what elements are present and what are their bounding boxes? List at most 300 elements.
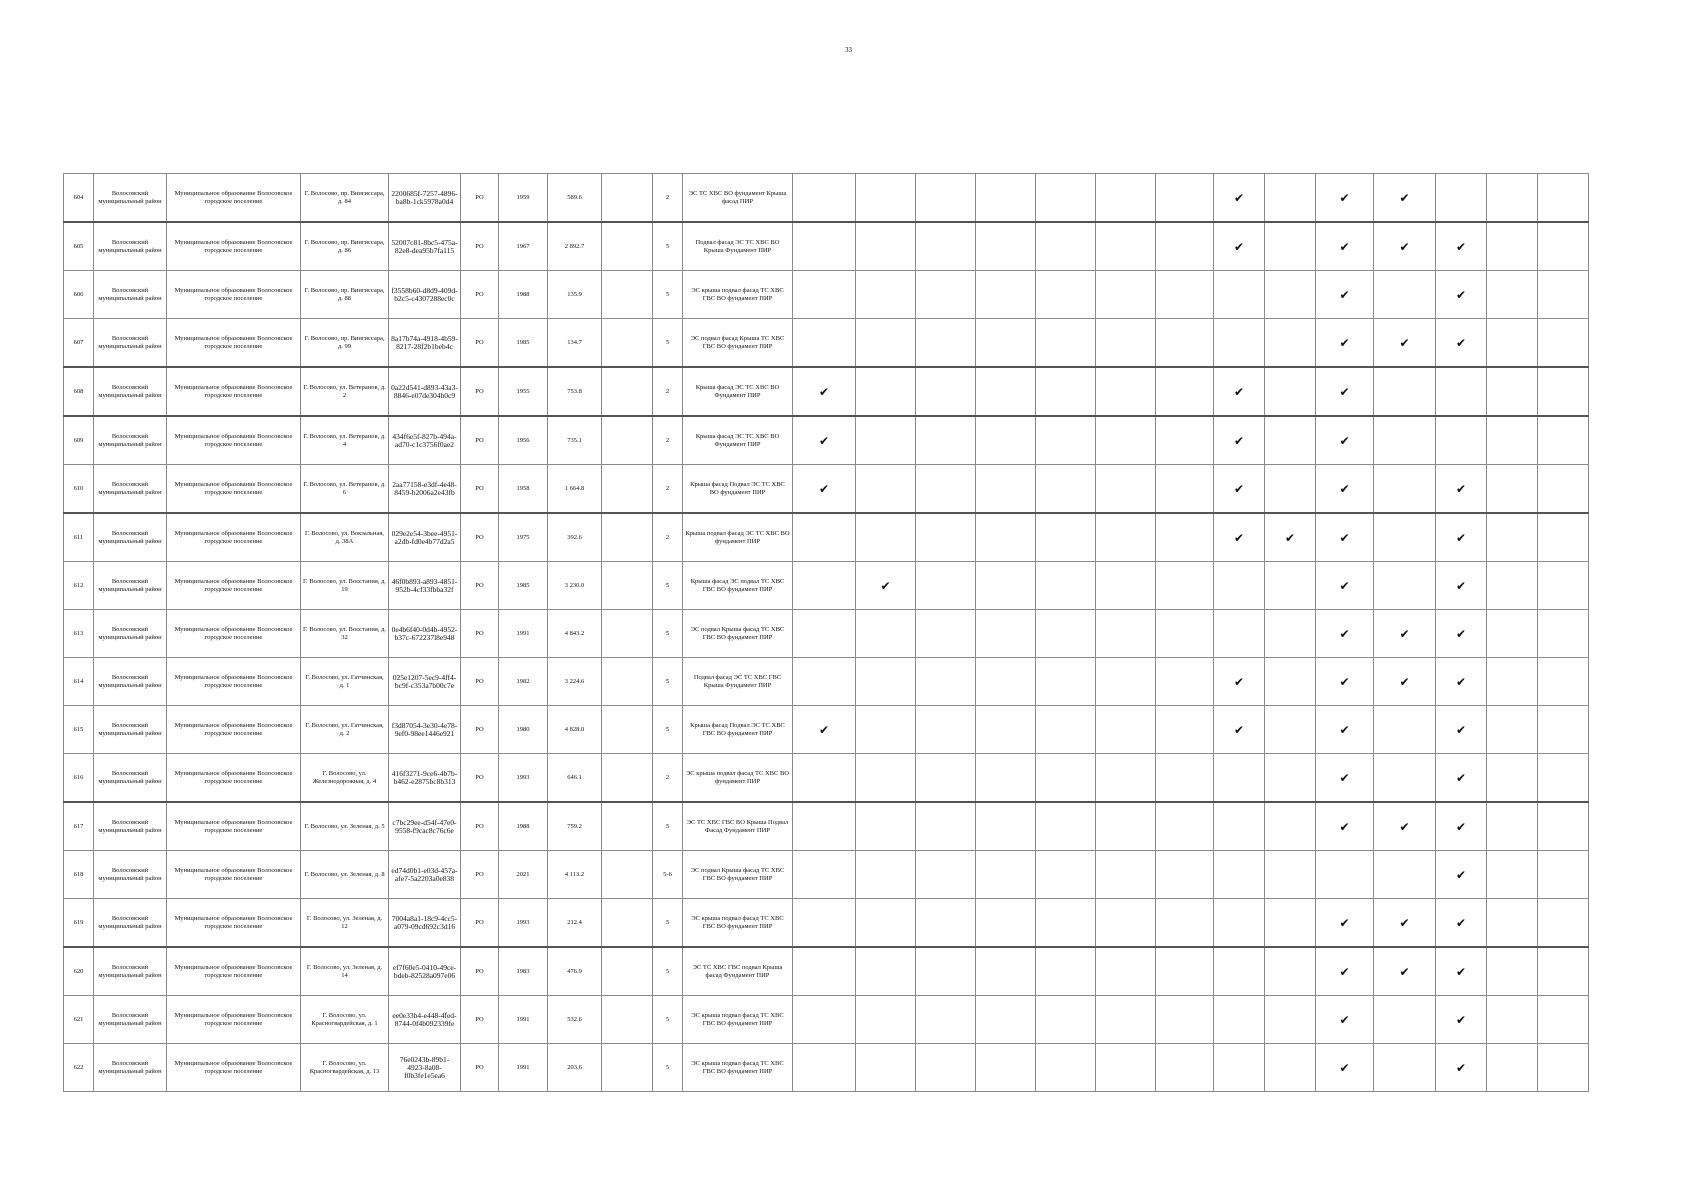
work-cell [976, 222, 1036, 271]
blank-cell [602, 610, 653, 658]
type-cell: РО [461, 802, 499, 851]
work-cell [916, 802, 976, 851]
work-cell [1538, 174, 1589, 223]
works-cell: ЭС подвал Крыша фасад ТС ХВС ГВС ВО фундамент ПИР [683, 610, 793, 658]
work-cell [1214, 610, 1265, 658]
work-cell [856, 222, 916, 271]
work-cell [1374, 754, 1436, 803]
work-cell [1156, 367, 1214, 416]
check-mark-icon: ✔ [793, 416, 856, 465]
building-id-cell: 2200685f-7257-4896-ba8b-1ck5978a0d4 [389, 174, 461, 223]
work-cell [1487, 1044, 1538, 1092]
work-cell [1096, 996, 1156, 1044]
work-cell [1214, 562, 1265, 610]
type-cell: РО [461, 851, 499, 899]
work-cell [1036, 174, 1096, 223]
work-cell [1096, 367, 1156, 416]
housing-register-table [63, 173, 1589, 1092]
blank-cell [602, 802, 653, 851]
area-cell: 532.6 [548, 996, 602, 1044]
floors-cell: 2 [653, 174, 683, 223]
work-cell [1156, 851, 1214, 899]
work-cell [1265, 222, 1316, 271]
work-cell [916, 851, 976, 899]
year-cell: 1980 [499, 706, 548, 754]
work-cell [1538, 947, 1589, 996]
work-cell [1265, 706, 1316, 754]
municipality-cell: Муниципальное образование Волосовское городское поселение [167, 416, 301, 465]
work-cell [1036, 222, 1096, 271]
year-cell: 1982 [499, 658, 548, 706]
area-cell: 735.1 [548, 416, 602, 465]
year-cell: 1983 [499, 947, 548, 996]
work-cell [1265, 562, 1316, 610]
work-cell [1156, 222, 1214, 271]
floors-cell: 2 [653, 754, 683, 803]
work-cell [793, 319, 856, 368]
municipality-cell: Муниципальное образование Волосовское городское поселение [167, 610, 301, 658]
works-cell: Крыша подвал фасад ЭС ТС ХВС ВО фундамент ПИР [683, 513, 793, 562]
work-cell [976, 754, 1036, 803]
building-id-cell: 0e4b6f40-0d4b-4952-b37c-672237l8e948 [389, 610, 461, 658]
work-cell [1487, 416, 1538, 465]
type-cell: РО [461, 416, 499, 465]
check-mark-icon: ✔ [856, 562, 916, 610]
work-cell [976, 562, 1036, 610]
work-cell [1214, 996, 1265, 1044]
work-cell [856, 610, 916, 658]
work-cell [1487, 513, 1538, 562]
work-cell [1265, 947, 1316, 996]
work-cell [976, 465, 1036, 514]
floors-cell: 5 [653, 319, 683, 368]
row-number: 609 [64, 416, 94, 465]
table-row [64, 947, 1589, 996]
floors-cell: 2 [653, 465, 683, 514]
work-cell [1374, 851, 1436, 899]
work-cell [1538, 658, 1589, 706]
work-cell [916, 947, 976, 996]
work-cell [976, 1044, 1036, 1092]
municipality-cell: Муниципальное образование Волосовское городское поселение [167, 851, 301, 899]
work-cell [1487, 367, 1538, 416]
work-cell [1538, 562, 1589, 610]
row-number: 614 [64, 658, 94, 706]
area-cell: 4 113.2 [548, 851, 602, 899]
year-cell: 1993 [499, 899, 548, 948]
building-id-cell: 029e2e54-3bee-4951-a2db-fd0e4b77d2a5 [389, 513, 461, 562]
work-cell [916, 1044, 976, 1092]
work-cell [1374, 416, 1436, 465]
check-mark-icon: ✔ [1436, 562, 1487, 610]
work-cell [976, 899, 1036, 948]
building-id-cell: 8a17b74a-4918-4b59-8217-28f2b1beb4c [389, 319, 461, 368]
municipality-cell: Муниципальное образование Волосовское городское поселение [167, 562, 301, 610]
work-cell [856, 658, 916, 706]
work-cell [1265, 271, 1316, 319]
address-cell: Г. Волосово, пр. Вингиссара, д. 88 [301, 271, 389, 319]
blank-cell [602, 222, 653, 271]
municipality-cell: Муниципальное образование Волосовское городское поселение [167, 319, 301, 368]
works-cell: Крыша фасад ЭС ТС ХВС ВО Фундамент ПИР [683, 416, 793, 465]
work-cell [1036, 562, 1096, 610]
work-cell [1096, 319, 1156, 368]
floors-cell: 5 [653, 562, 683, 610]
work-cell [1156, 802, 1214, 851]
check-mark-icon: ✔ [1436, 947, 1487, 996]
work-cell [1096, 947, 1156, 996]
work-cell [976, 319, 1036, 368]
check-mark-icon: ✔ [1214, 174, 1265, 223]
work-cell [1374, 465, 1436, 514]
work-cell [856, 996, 916, 1044]
work-cell [976, 610, 1036, 658]
work-cell [1096, 851, 1156, 899]
work-cell [1036, 947, 1096, 996]
works-cell: Подвал фасад ЭС ТС ХВС ГВС Крыша Фундамент ПИР [683, 658, 793, 706]
area-cell: 4 843.2 [548, 610, 602, 658]
check-mark-icon: ✔ [1316, 562, 1374, 610]
work-cell [1538, 319, 1589, 368]
municipality-cell: Муниципальное образование Волосовское городское поселение [167, 1044, 301, 1092]
check-mark-icon: ✔ [1436, 513, 1487, 562]
table-row [64, 465, 1589, 514]
check-mark-icon: ✔ [1316, 319, 1374, 368]
work-cell [1036, 367, 1096, 416]
check-mark-icon: ✔ [1214, 658, 1265, 706]
work-cell [1156, 899, 1214, 948]
blank-cell [602, 465, 653, 514]
blank-cell [602, 174, 653, 223]
work-cell [793, 754, 856, 803]
address-cell: Г. Волосово, ул. Ветеранов, д. 6 [301, 465, 389, 514]
floors-cell: 5 [653, 222, 683, 271]
work-cell [916, 754, 976, 803]
work-cell [1096, 174, 1156, 223]
work-cell [976, 996, 1036, 1044]
work-cell [1214, 1044, 1265, 1092]
type-cell: РО [461, 706, 499, 754]
area-cell: 759.2 [548, 802, 602, 851]
work-cell [916, 562, 976, 610]
address-cell: Г. Волосово, ул. Зеленая, д. 12 [301, 899, 389, 948]
row-number: 616 [64, 754, 94, 803]
work-cell [916, 610, 976, 658]
municipality-cell: Муниципальное образование Волосовское городское поселение [167, 222, 301, 271]
address-cell: Г. Волосово, ул. Восстания, д. 19 [301, 562, 389, 610]
check-mark-icon: ✔ [1374, 899, 1436, 948]
work-cell [916, 513, 976, 562]
work-cell [793, 610, 856, 658]
district-cell: Волосовский муниципальный район [94, 562, 167, 610]
year-cell: 1967 [499, 222, 548, 271]
works-cell: Крыша фасад ЭС ТС ХВС ВО Фундамент ПИР [683, 367, 793, 416]
blank-cell [602, 947, 653, 996]
work-cell [1436, 367, 1487, 416]
year-cell: 2021 [499, 851, 548, 899]
works-cell: ЭС крыша подвал фасад ТС ХВС ГВС ВО фундамент ПИР [683, 271, 793, 319]
table-row [64, 416, 1589, 465]
building-id-cell: 76e0243b-89b1-4923-8a08-f0b3fe1e5ea6 [389, 1044, 461, 1092]
work-cell [1096, 465, 1156, 514]
building-id-cell: f3558b60-d8d9-409d-b2c5-c4307288ec0c [389, 271, 461, 319]
area-cell: 4 828.0 [548, 706, 602, 754]
work-cell [1096, 271, 1156, 319]
work-cell [1374, 996, 1436, 1044]
work-cell [1036, 319, 1096, 368]
works-cell: ЭС подвал фасад Крыша ТС ХВС ГВС ВО фундамент ПИР [683, 319, 793, 368]
type-cell: РО [461, 271, 499, 319]
table-row [64, 610, 1589, 658]
floors-cell: 5 [653, 706, 683, 754]
work-cell [793, 562, 856, 610]
work-cell [1096, 899, 1156, 948]
check-mark-icon: ✔ [1436, 802, 1487, 851]
work-cell [1036, 465, 1096, 514]
work-cell [1096, 513, 1156, 562]
type-cell: РО [461, 465, 499, 514]
check-mark-icon: ✔ [1214, 416, 1265, 465]
area-cell: 203.6 [548, 1044, 602, 1092]
work-cell [1538, 465, 1589, 514]
table-row [64, 754, 1589, 803]
table-row [64, 851, 1589, 899]
floors-cell: 5 [653, 899, 683, 948]
address-cell: Г. Волосово, ул. Ветеранов, д. 2 [301, 367, 389, 416]
work-cell [1214, 851, 1265, 899]
district-cell: Волосовский муниципальный район [94, 1044, 167, 1092]
work-cell [1316, 851, 1374, 899]
building-id-cell: f3d87054-3e30-4e78-9ef0-98ee1446e921 [389, 706, 461, 754]
work-cell [916, 174, 976, 223]
work-cell [1538, 1044, 1589, 1092]
work-cell [856, 802, 916, 851]
work-cell [916, 899, 976, 948]
works-cell: ЭС подвал Крыша фасад ТС ХВС ГВС ВО фундамент ПИР [683, 851, 793, 899]
work-cell [1265, 802, 1316, 851]
works-cell: ЭС ТС ХВС ГВС подвал Крыша фасад Фундамент ПИР [683, 947, 793, 996]
work-cell [1265, 367, 1316, 416]
work-cell [976, 851, 1036, 899]
check-mark-icon: ✔ [1374, 174, 1436, 223]
area-cell: 1 664.8 [548, 465, 602, 514]
work-cell [793, 899, 856, 948]
work-cell [1487, 271, 1538, 319]
check-mark-icon: ✔ [1316, 513, 1374, 562]
district-cell: Волосовский муниципальный район [94, 658, 167, 706]
work-cell [1156, 1044, 1214, 1092]
check-mark-icon: ✔ [1316, 947, 1374, 996]
work-cell [1487, 610, 1538, 658]
building-id-cell: ef7f60e5-0410-49ce-bdeb-82528a097e06 [389, 947, 461, 996]
work-cell [1265, 899, 1316, 948]
floors-cell: 5 [653, 1044, 683, 1092]
check-mark-icon: ✔ [1436, 222, 1487, 271]
row-number: 606 [64, 271, 94, 319]
work-cell [1156, 754, 1214, 803]
table-row [64, 222, 1589, 271]
check-mark-icon: ✔ [1374, 610, 1436, 658]
check-mark-icon: ✔ [1214, 465, 1265, 514]
work-cell [1436, 416, 1487, 465]
district-cell: Волосовский муниципальный район [94, 851, 167, 899]
address-cell: Г. Волосово, пр. Вингиссара, д. 86 [301, 222, 389, 271]
work-cell [1036, 513, 1096, 562]
district-cell: Волосовский муниципальный район [94, 899, 167, 948]
building-id-cell: ed74d0b1-e03d-457a-afe7-5a2203a0e838 [389, 851, 461, 899]
municipality-cell: Муниципальное образование Волосовское городское поселение [167, 802, 301, 851]
check-mark-icon: ✔ [1316, 465, 1374, 514]
type-cell: РО [461, 222, 499, 271]
work-cell [916, 658, 976, 706]
work-cell [793, 658, 856, 706]
address-cell: Г. Волосово, ул. Гатчинская, д. 1 [301, 658, 389, 706]
row-number: 619 [64, 899, 94, 948]
check-mark-icon: ✔ [1436, 271, 1487, 319]
area-cell: 3 224.6 [548, 658, 602, 706]
work-cell [856, 465, 916, 514]
area-cell: 3 230.0 [548, 562, 602, 610]
area-cell: 212.4 [548, 899, 602, 948]
check-mark-icon: ✔ [1436, 465, 1487, 514]
work-cell [1096, 754, 1156, 803]
check-mark-icon: ✔ [1316, 610, 1374, 658]
work-cell [1036, 851, 1096, 899]
work-cell [1156, 562, 1214, 610]
check-mark-icon: ✔ [1436, 754, 1487, 803]
work-cell [856, 367, 916, 416]
building-id-cell: 025e1207-5ec9-4ff4-bc9f-c353a7b00c7e [389, 658, 461, 706]
work-cell [1538, 610, 1589, 658]
work-cell [976, 416, 1036, 465]
work-cell [1214, 899, 1265, 948]
work-cell [1214, 271, 1265, 319]
address-cell: Г. Волосово, ул. Вокзальная, д. 38А [301, 513, 389, 562]
work-cell [1538, 851, 1589, 899]
check-mark-icon: ✔ [1436, 706, 1487, 754]
work-cell [856, 754, 916, 803]
check-mark-icon: ✔ [1316, 802, 1374, 851]
check-mark-icon: ✔ [1316, 222, 1374, 271]
work-cell [1156, 319, 1214, 368]
works-cell: ЭС крыша подвал фасад ТС ХВС ГВС ВО фундамент ПИР [683, 899, 793, 948]
work-cell [1096, 416, 1156, 465]
building-id-cell: 52007c81-8bc5-475a-82e8-dea95b7fa115 [389, 222, 461, 271]
work-cell [1156, 706, 1214, 754]
row-number: 613 [64, 610, 94, 658]
building-id-cell: 434f6e5f-827b-494a-ad70-c1c3756f0ae2 [389, 416, 461, 465]
work-cell [1487, 174, 1538, 223]
area-cell: 392.6 [548, 513, 602, 562]
municipality-cell: Муниципальное образование Волосовское городское поселение [167, 658, 301, 706]
work-cell [976, 513, 1036, 562]
row-number: 622 [64, 1044, 94, 1092]
check-mark-icon: ✔ [1436, 899, 1487, 948]
work-cell [1374, 706, 1436, 754]
type-cell: РО [461, 658, 499, 706]
district-cell: Волосовский муниципальный район [94, 174, 167, 223]
type-cell: РО [461, 996, 499, 1044]
table-row [64, 174, 1589, 223]
year-cell: 1988 [499, 802, 548, 851]
work-cell [916, 367, 976, 416]
work-cell [1156, 513, 1214, 562]
works-cell: ЭС крыша подвал фасад ТС ХВС ГВС ВО фундамент ПИР [683, 1044, 793, 1092]
district-cell: Волосовский муниципальный район [94, 754, 167, 803]
work-cell [1487, 465, 1538, 514]
table-row [64, 562, 1589, 610]
work-cell [1156, 947, 1214, 996]
work-cell [1374, 1044, 1436, 1092]
work-cell [916, 271, 976, 319]
work-cell [1487, 996, 1538, 1044]
address-cell: Г. Волосово, ул. Зеленая, д. 8 [301, 851, 389, 899]
year-cell: 1991 [499, 610, 548, 658]
row-number: 617 [64, 802, 94, 851]
work-cell [1265, 174, 1316, 223]
work-cell [1096, 802, 1156, 851]
table-row [64, 706, 1589, 754]
work-cell [916, 996, 976, 1044]
district-cell: Волосовский муниципальный район [94, 416, 167, 465]
row-number: 615 [64, 706, 94, 754]
type-cell: РО [461, 947, 499, 996]
work-cell [793, 947, 856, 996]
work-cell [1374, 367, 1436, 416]
work-cell [1538, 802, 1589, 851]
work-cell [856, 271, 916, 319]
work-cell [1156, 658, 1214, 706]
floors-cell: 5 [653, 658, 683, 706]
check-mark-icon: ✔ [1265, 513, 1316, 562]
table-row [64, 996, 1589, 1044]
blank-cell [602, 416, 653, 465]
row-number: 608 [64, 367, 94, 416]
address-cell: Г. Волосово, ул. Зеленая, д. 14 [301, 947, 389, 996]
work-cell [1538, 899, 1589, 948]
floors-cell: 2 [653, 416, 683, 465]
blank-cell [602, 754, 653, 803]
check-mark-icon: ✔ [1436, 996, 1487, 1044]
blank-cell [602, 367, 653, 416]
work-cell [1265, 851, 1316, 899]
row-number: 620 [64, 947, 94, 996]
type-cell: РО [461, 367, 499, 416]
work-cell [916, 319, 976, 368]
type-cell: РО [461, 899, 499, 948]
work-cell [1487, 658, 1538, 706]
check-mark-icon: ✔ [1316, 1044, 1374, 1092]
work-cell [1265, 416, 1316, 465]
work-cell [1036, 706, 1096, 754]
work-cell [1374, 562, 1436, 610]
district-cell: Волосовский муниципальный район [94, 947, 167, 996]
year-cell: 1985 [499, 562, 548, 610]
check-mark-icon: ✔ [1316, 754, 1374, 803]
municipality-cell: Муниципальное образование Волосовское городское поселение [167, 996, 301, 1044]
year-cell: 1991 [499, 1044, 548, 1092]
blank-cell [602, 562, 653, 610]
area-cell: 476.9 [548, 947, 602, 996]
work-cell [1487, 851, 1538, 899]
work-cell [793, 271, 856, 319]
work-cell [1036, 610, 1096, 658]
work-cell [976, 947, 1036, 996]
work-cell [1036, 658, 1096, 706]
address-cell: Г. Волосово, ул. Железнодорожная, д. 4 [301, 754, 389, 803]
municipality-cell: Муниципальное образование Волосовское городское поселение [167, 947, 301, 996]
work-cell [1265, 658, 1316, 706]
